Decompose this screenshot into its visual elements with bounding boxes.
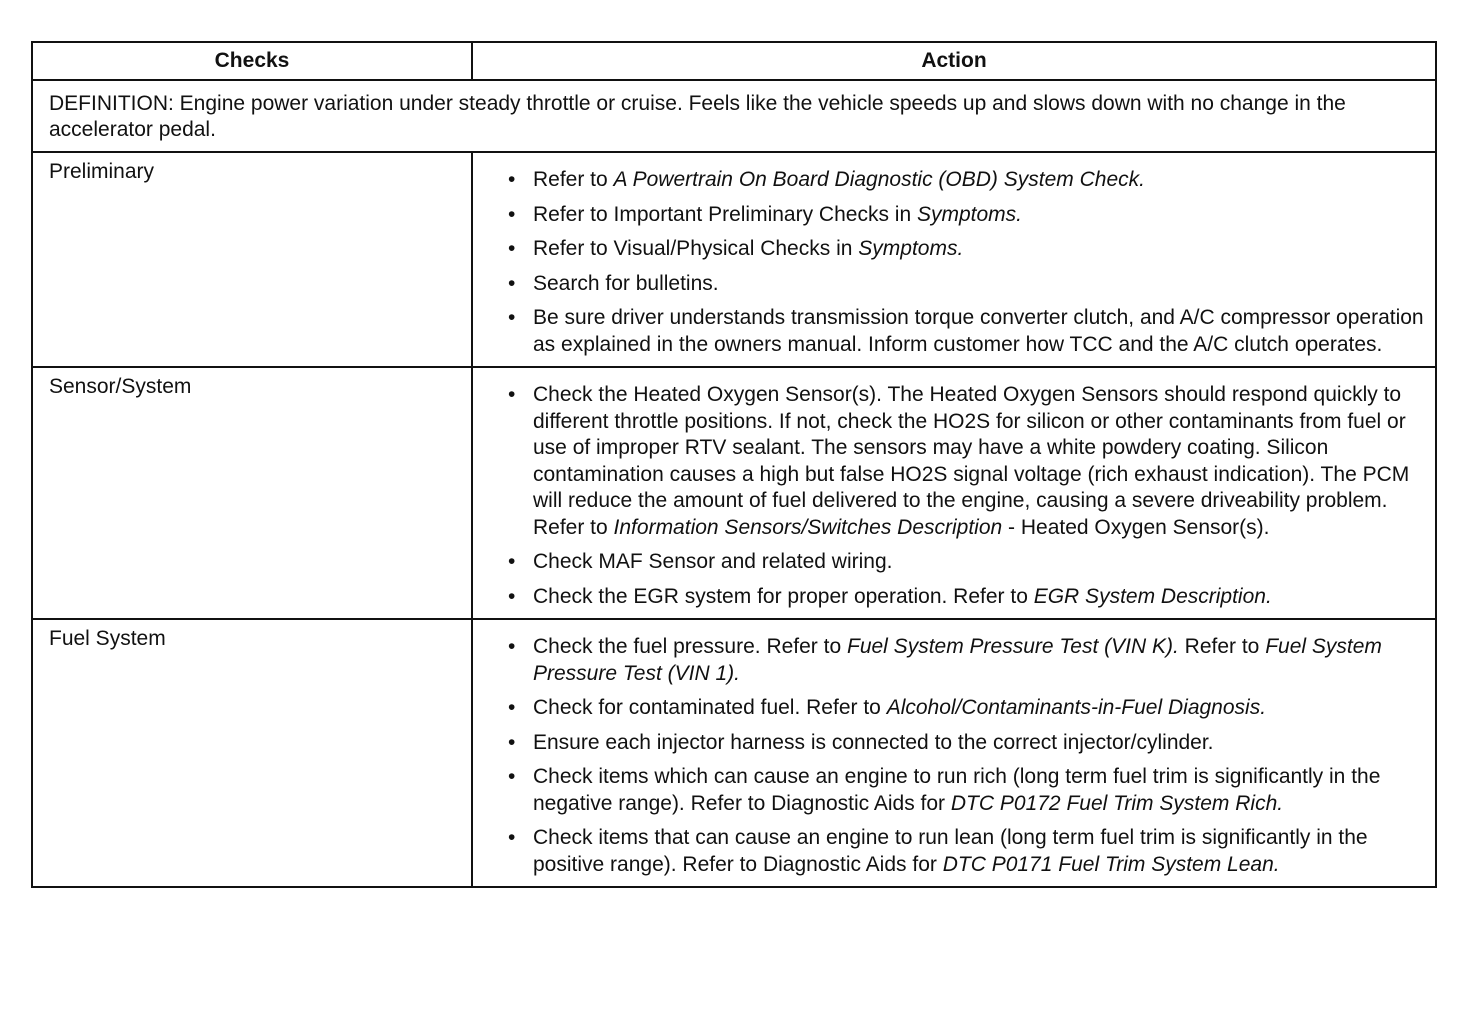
action-item [503,695,1425,722]
action-text: Check for contaminated fuel. Refer to [533,696,887,719]
action-list [503,382,1425,610]
check-sensor-system: Sensor/System [32,367,472,619]
reference-text: Fuel System Pressure Test (VIN 1). [533,635,1382,685]
table-row [32,152,1436,367]
action-text: Check items which can cause an engine to run rich (long term fuel trim is significantly in the negative range). Refer to Diagnostic Aids for [533,765,1381,815]
symptom-table [31,41,1437,888]
action-item [503,305,1425,358]
check-preliminary: Preliminary [32,152,472,367]
action-item [503,167,1425,194]
action-text: Be sure driver understands transmission torque converter clutch, and A/C compressor operation as explained in the owners manual. Inform customer how TCC and the A/C clutch operates. [533,306,1424,356]
header-row [32,42,1436,80]
reference-text: DTC P0172 Fuel Trim System Rich. [950,791,1284,815]
action-cell-sensor-system [472,367,1436,619]
action-text: Refer to Visual/Physical Checks in [533,237,859,260]
reference-text: Symptoms. [916,202,1022,226]
action-header: Action [472,42,1436,80]
action-item [503,236,1425,263]
action-text: Refer to [1178,635,1266,658]
action-text: Check the fuel pressure. Refer to [533,635,847,658]
reference-text: DTC P0171 Fuel Trim System Lean. [942,852,1280,876]
action-text: Check items that can cause an engine to run lean (long term fuel trim is significantly in the positive range). Refer to Diagnostic Aids for [533,826,1368,876]
action-cell-fuel-system [472,619,1436,887]
action-item [503,202,1425,229]
reference-text: A Powertrain On Board Diagnostic (OBD) System Check. [613,168,1145,191]
action-item [503,584,1425,611]
action-item [503,271,1425,298]
action-text: Search for bulletins. [533,271,719,295]
reference-text: Symptoms. [858,237,964,260]
definition-row [32,80,1436,152]
reference-text: Information Sensors/Switches Description [613,515,1003,539]
table-row [32,619,1436,887]
action-list [503,167,1425,358]
table-row [32,367,1436,619]
action-cell-preliminary [472,152,1436,367]
action-text: Check the EGR system for proper operation. Refer to [533,584,1034,608]
reference-text: Alcohol/Contaminants-in-Fuel Diagnosis. [886,696,1267,719]
action-item [503,382,1425,541]
action-text: Refer to Important Preliminary Checks in [533,202,917,226]
action-text: - Heated Oxygen Sensor(s). [1002,515,1270,539]
action-list [503,634,1425,878]
action-item [503,764,1425,817]
check-fuel-system: Fuel System [32,619,472,887]
action-text: Ensure each injector harness is connected to the correct injector/cylinder. [533,730,1214,754]
reference-text: EGR System Description. [1033,584,1272,608]
action-item [503,825,1425,878]
action-item [503,634,1425,687]
action-text: Check MAF Sensor and related wiring. [533,550,893,573]
reference-text: Fuel System Pressure Test (VIN K). [847,635,1179,658]
action-item [503,730,1425,757]
definition-text: DEFINITION: Engine power variation under steady throttle or cruise. Feels like the vehicle speeds up and slows down with no change in the accelerator pedal. [32,80,1436,152]
action-text: Check the Heated Oxygen Sensor(s). The Heated Oxygen Sensors should respond quickly to different throttle positions. If not, check the HO2S for silicon or other contaminants from fuel or use of improper RTV sealant. The sensors may have a white powdery coating. Silicon contamination causes a high but false HO2S signal voltage (rich exhaust indication). The PCM will reduce the amount of fuel delivered to the engine, causing a severe driveability problem. Refer to [533,383,1410,539]
checks-header: Checks [32,42,472,80]
action-text: Refer to [533,168,614,191]
action-item [503,549,1425,576]
